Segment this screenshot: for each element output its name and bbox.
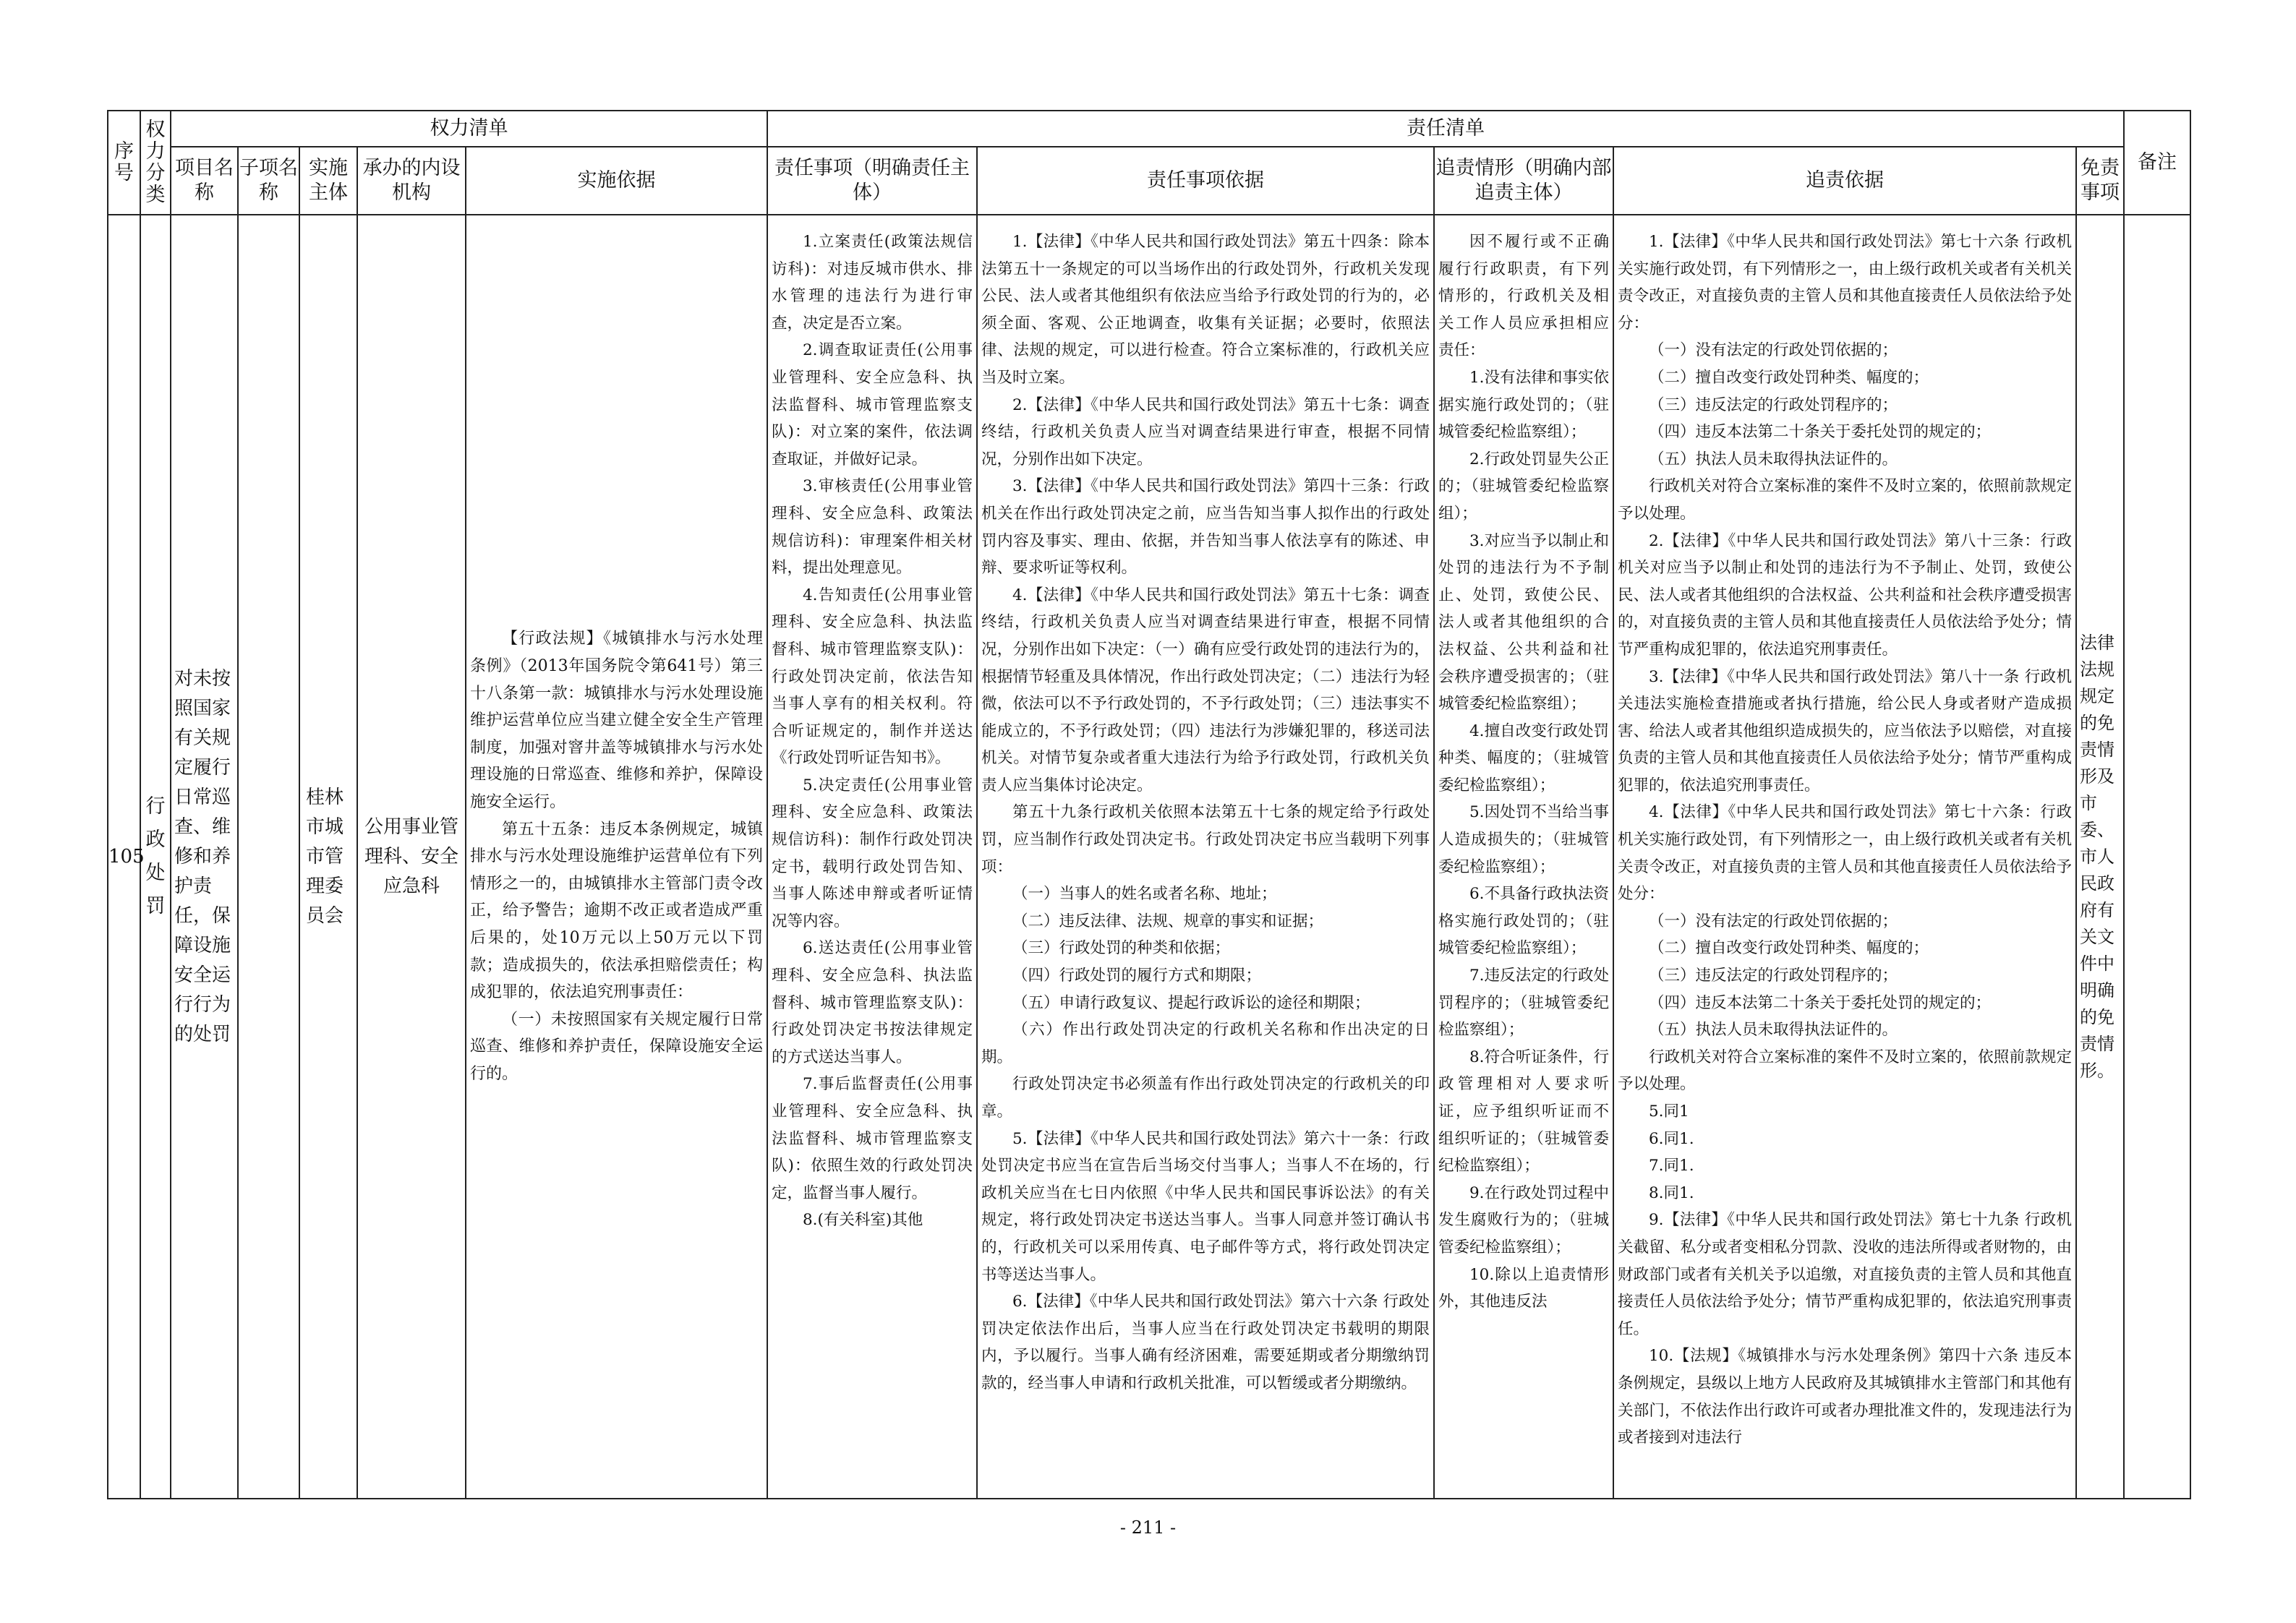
row-internal-org: 公用事业管理科、安全应急科 xyxy=(364,815,458,897)
accountability-basis-paragraph: 行政机关对符合立案标准的案件不及时立案的，依照前款规定予以处理。 xyxy=(1618,477,2072,523)
accountability-basis-paragraph: （五）执法人员未取得执法证件的。 xyxy=(1649,450,1898,468)
row-implementer-cell xyxy=(299,215,357,1499)
row-serial: 105 xyxy=(108,215,140,1499)
responsibility-basis-paragraph: 2.【法律】《中华人民共和国行政处罚法》第五十七条：调查终结，行政机关负责人应当对调查结果进行审查，根据不同情况，分别作出如下决定。 xyxy=(981,395,1430,468)
responsibility-item: 3.审核责任(公用事业管理科、安全应急科、政策法规信访科)：审理案件相关材料，提出处理意见。 xyxy=(772,477,973,578)
row-responsibility-basis-cell xyxy=(977,215,1434,1499)
header-power-list: 权力清单 xyxy=(171,111,767,147)
row-responsibility-items-cell xyxy=(767,215,977,1499)
accountability-basis-paragraph: （二）擅自改变行政处罚种类、幅度的； xyxy=(1649,368,1929,387)
responsibility-item: 4.告知责任(公用事业管理科、安全应急科、执法监督科、城市管理监察支队)：行政处罚决定前，依法告知当事人享有的相关权利。符合听证规定的，制作并送达《行政处罚听证告知书》。 xyxy=(772,586,973,768)
responsibility-item: 6.送达责任(公用事业管理科、安全应急科、执法监督科、城市管理监察支队)：行政处罚决定书按法律规定的方式送达当事人。 xyxy=(772,939,973,1066)
row-basis xyxy=(466,625,767,1087)
accountability-case: 6.不具备行政执法资格实施行政处罚的；（驻城管委纪检监察组）； xyxy=(1438,885,1609,958)
accountability-case: 4.擅自改变行政处罚种类、幅度的；（驻城管委纪检监察组）； xyxy=(1438,721,1609,795)
accountability-case: 9.在行政处罚过程中发生腐败行为的；（驻城管委纪检监察组）； xyxy=(1438,1183,1609,1256)
responsibility-item: 7.事后监督责任(公用事业管理科、安全应急科、执法监督科、城市管理监察支队)：依照生效的行政处罚决定，监督当事人履行。 xyxy=(772,1075,973,1202)
responsibility-basis-paragraph: （五）申请行政复议、提起行政诉讼的途径和期限； xyxy=(1012,993,1370,1012)
accountability-basis-paragraph: （四）违反本法第二十条关于委托处罚的规定的； xyxy=(1649,993,1992,1012)
accountability-basis-paragraph: 6.同1. xyxy=(1649,1129,1694,1148)
accountability-basis-paragraph: （一）没有法定的行政处罚依据的； xyxy=(1649,341,1898,360)
accountability-case: 7.违反法定的行政处罚程序的；（驻城管委纪检监察组）； xyxy=(1438,967,1609,1040)
table-row xyxy=(108,215,2190,1499)
header-sub-item-name: 子项名称 xyxy=(238,147,299,215)
accountability-case: 8.符合听证条件，行政管理相对人要求听证，应予组织听证而不组织听证的；（驻城管委纪检监察组）； xyxy=(1438,1048,1609,1176)
basis-paragraph: 第五十五条：违反本条例规定，城镇排水与污水处理设施维护运营单位有下列情形之一的，由城镇排水主管部门责令改正，给予警告；逾期不改正或者造成严重后果的，处10万元以上50万元以下罚款；造成损失的，依法承担赔偿责任；构成犯罪的，依法追究刑事责任： xyxy=(470,820,763,1002)
accountability-case: 10.除以上追责情形外，其他违反法 xyxy=(1438,1265,1609,1311)
header-row-1 xyxy=(108,111,2190,147)
header-remarks: 备注 xyxy=(2124,111,2190,215)
accountability-basis-paragraph: 1.【法律】《中华人民共和国行政处罚法》第七十六条 行政机关实施行政处罚，有下列情形之一，由上级行政机关或者有关机关责令改正，对直接负责的主管人员和其他直接责任人员依法给予处分： xyxy=(1618,233,2072,333)
row-exemptions: 法律法规规定的免责情形及市委、市人民政府有关文件中明确的免责情形。 xyxy=(2080,632,2114,1081)
accountability-case: 因不履行或不正确履行行政职责，有下列情形的，行政机关及相关工作人员应承担相应责任： xyxy=(1438,233,1609,360)
row-sub-item-name xyxy=(238,215,299,1499)
row-basis-cell xyxy=(466,215,767,1499)
row-internal-org-cell xyxy=(357,215,466,1499)
header-row-2 xyxy=(108,147,2190,215)
basis-paragraph: （一）未按照国家有关规定履行日常巡查、维修和养护责任，保障设施安全运行的。 xyxy=(470,1010,763,1083)
header-responsibility-list: 责任清单 xyxy=(767,111,2124,147)
page-number: - 211 - xyxy=(1119,1517,1177,1538)
header-accountability-basis: 追责依据 xyxy=(1613,147,2076,215)
accountability-basis-paragraph: （五）执法人员未取得执法证件的。 xyxy=(1649,1021,1898,1040)
accountability-case: 2.行政处罚显失公正的；（驻城管委纪检监察组）； xyxy=(1438,450,1609,523)
accountability-basis-paragraph: （一）没有法定的行政处罚依据的； xyxy=(1649,912,1898,930)
accountability-basis-paragraph: 10.【法规】《城镇排水与污水处理条例》第四十六条 违反本条例规定，县级以上地方人民政府及其城镇排水主管部门和其他有关部门，不依法作出行政许可或者办理批准文件的，发现违法行为或者接到对违法行 xyxy=(1618,1347,2072,1447)
responsibility-basis-paragraph: 3.【法律】《中华人民共和国行政处罚法》第四十三条：行政机关在作出行政处罚决定之前，应当告知当事人拟作出的行政处罚内容及事实、理由、依据，并告知当事人依法享有的陈述、申辩、要求听证等权利。 xyxy=(981,477,1430,578)
accountability-basis-paragraph: 8.同1. xyxy=(1649,1183,1694,1202)
row-responsibility-items xyxy=(768,215,976,1234)
responsibility-basis-paragraph: （四）行政处罚的履行方式和期限； xyxy=(1012,967,1262,985)
responsibility-item: 8.(有关科室)其他 xyxy=(803,1211,923,1230)
accountability-basis-paragraph: 9.【法律】《中华人民共和国行政处罚法》第七十九条 行政机关截留、私分或者变相私分罚款、没收的违法所得或者财物的，由财政部门或者有关机关予以追缴，对直接负责的主管人员和其他直接责任人员依法给予处分；情节严重构成犯罪的，依法追究刑事责任。 xyxy=(1618,1211,2072,1338)
header-exemptions: 免责事项 xyxy=(2076,147,2124,215)
header-power-category: 权力分类 xyxy=(140,111,171,215)
header-item-name: 项目名称 xyxy=(171,147,238,215)
header-serial: 序号 xyxy=(108,111,140,215)
responsibility-basis-paragraph: （六）作出行政处罚决定的行政机关名称和作出决定的日期。 xyxy=(981,1021,1430,1066)
accountability-basis-paragraph: 5.同1 xyxy=(1649,1102,1689,1121)
responsibility-item: 5.决定责任(公用事业管理科、安全应急科、政策法规信访科)：制作行政处罚决定书，载明行政处罚告知、当事人陈述申辩或者听证情况等内容。 xyxy=(772,776,973,930)
header-responsibility-items: 责任事项（明确责任主体） xyxy=(767,147,977,215)
responsibility-basis-paragraph: 5.【法律】《中华人民共和国行政处罚法》第六十一条：行政处罚决定书应当在宣告后当场交付当事人；当事人不在场的，行政机关应当在七日内依照《中华人民共和国民事诉讼法》的有关规定，将行政处罚决定书送达当事人。当事人同意并签订确认书的，行政机关可以采用传真、电子邮件等方式，将行政处罚决定书等送达当事人。 xyxy=(981,1129,1430,1284)
accountability-basis-paragraph: 4.【法律】《中华人民共和国行政处罚法》第七十六条：行政机关实施行政处罚，有下列情形之一，由上级行政机关或者有关机关责令改正，对直接负责的主管人员和其他直接责任人员依法给予处分： xyxy=(1618,803,2072,904)
row-accountability-cases-cell xyxy=(1434,215,1613,1499)
responsibility-basis-paragraph: （三）行政处罚的种类和依据； xyxy=(1012,939,1231,958)
row-accountability-basis-cell xyxy=(1613,215,2076,1499)
accountability-case: 1.没有法律和事实依据实施行政处罚的；（驻城管委纪检监察组）； xyxy=(1438,368,1609,442)
row-implementer: 桂林市城市管理委员会 xyxy=(306,786,344,927)
responsibility-basis-paragraph: 第五十九条行政机关依照本法第五十七条的规定给予行政处罚，应当制作行政处罚决定书。行政处罚决定书应当载明下列事项： xyxy=(981,803,1430,876)
accountability-basis-paragraph: 3.【法律】《中华人民共和国行政处罚法》第八十一条 行政机关违法实施检查措施或者执行措施，给公民人身或者财产造成损害、给法人或者其他组织造成损失的，应当依法予以赔偿，对直接负责的主管人员和其他直接责任人员依法给予处分；情节严重构成犯罪的，依法追究刑事责任。 xyxy=(1618,667,2072,795)
row-accountability-basis xyxy=(1614,215,2075,1452)
row-exemptions-cell xyxy=(2076,215,2124,1499)
row-item-name-cell xyxy=(171,215,238,1499)
header-internal-org: 承办的内设机构 xyxy=(357,147,466,215)
responsibility-basis-paragraph: 4.【法律】《中华人民共和国行政处罚法》第五十七条：调查终结，行政机关负责人应当对调查结果进行审查，根据不同情况，分别作出如下决定：（一）确有应受行政处罚的违法行为的，根据情节轻重及具体情况，作出行政处罚决定；（二）违法行为轻微，依法可以不予行政处罚的，不予行政处罚；（三）违法事实不能成立的，不予行政处罚；（四）违法行为涉嫌犯罪的，移送司法机关。对情节复杂或者重大违法行为给予行政处罚，行政机关负责人应当集体讨论决定。 xyxy=(981,586,1430,795)
responsibility-item: 2.调查取证责任(公用事业管理科、安全应急科、执法监督科、城市管理监察支队)：对立案的案件，依法调查取证，并做好记录。 xyxy=(772,341,973,468)
accountability-basis-paragraph: 行政机关对符合立案标准的案件不及时立案的，依照前款规定予以处理。 xyxy=(1618,1048,2072,1094)
responsibility-basis-paragraph: （一）当事人的姓名或者名称、地址； xyxy=(1012,885,1277,904)
basis-paragraph: 【行政法规】《城镇排水与污水处理条例》（2013年国务院令第641号）第三十八条第一款：城镇排水与污水处理设施维护运营单位应当建立健全安全生产管理制度，加强对窨井盖等城镇排水与污水处理设施的日常巡查、维修和养护，保障设施安全运行。 xyxy=(470,630,763,812)
accountability-basis-paragraph: 2.【法律】《中华人民共和国行政处罚法》第八十三条：行政机关对应当予以制止和处罚的违法行为不予制止、处罚，致使公民、法人或者其他组织的合法权益、公共利益和社会秩序遭受损害的，对直接负责的主管人员和其他直接责任人员依法给予处分；情节严重构成犯罪的，依法追究刑事责任。 xyxy=(1618,531,2072,659)
accountability-basis-paragraph: （三）违反法定的行政处罚程序的； xyxy=(1649,967,1898,985)
responsibility-basis-paragraph: 6.【法律】《中华人民共和国行政处罚法》第六十六条 行政处罚决定依法作出后，当事人应当在行政处罚决定书载明的期限内，予以履行。当事人确有经济困难，需要延期或者分期缴纳罚款的，经当事人申请和行政机关批准，可以暂缓或者分期缴纳。 xyxy=(981,1293,1430,1392)
power-responsibility-table xyxy=(107,110,2191,1499)
accountability-basis-paragraph: （四）违反本法第二十条关于委托处罚的规定的； xyxy=(1649,423,1992,442)
responsibility-basis-paragraph: 行政处罚决定书必须盖有作出行政处罚决定的行政机关的印章。 xyxy=(981,1075,1430,1121)
accountability-basis-paragraph: （二）擅自改变行政处罚种类、幅度的； xyxy=(1649,939,1929,958)
row-power-category: 行政处罚 xyxy=(140,215,171,1499)
accountability-case: 3.对应当予以制止和处罚的违法行为不予制止、处罚，致使公民、法人或者其他组织的合法权益、公共利益和社会秩序遭受损害的；（驻城管委纪检监察组）； xyxy=(1438,531,1609,714)
responsibility-item: 1.立案责任(政策法规信访科)：对违反城市供水、排水管理的违法行为进行审查，决定是否立案。 xyxy=(772,233,973,333)
responsibility-basis-paragraph: （二）违反法律、法规、规章的事实和证据； xyxy=(1012,912,1324,930)
header-accountability-cases: 追责情形（明确内部追责主体） xyxy=(1434,147,1613,215)
header-implementer: 实施主体 xyxy=(299,147,357,215)
responsibility-basis-paragraph: 1.【法律】《中华人民共和国行政处罚法》第五十四条：除本法第五十一条规定的可以当场作出的行政处罚外，行政机关发现公民、法人或者其他组织有依法应当给予行政处罚的行为的，必须全面、客观、公正地调查，收集有关证据；必要时，依照法律、法规的规定，可以进行检查。符合立案标准的，行政机关应当及时立案。 xyxy=(981,233,1430,387)
row-accountability-cases xyxy=(1435,215,1613,1316)
row-responsibility-basis xyxy=(978,215,1433,1397)
accountability-basis-paragraph: （三）违反法定的行政处罚程序的； xyxy=(1649,395,1898,414)
header-basis: 实施依据 xyxy=(466,147,767,215)
header-responsibility-basis: 责任事项依据 xyxy=(977,147,1434,215)
row-remarks xyxy=(2124,215,2190,1499)
row-item-name: 对未按照国家有关规定履行日常巡查、维修和养护责任，保障设施安全运行行为的处罚 xyxy=(174,667,231,1045)
accountability-basis-paragraph: 7.同1. xyxy=(1649,1157,1694,1176)
accountability-case: 5.因处罚不当给当事人造成损失的；（驻城管委纪检监察组）； xyxy=(1438,803,1609,876)
